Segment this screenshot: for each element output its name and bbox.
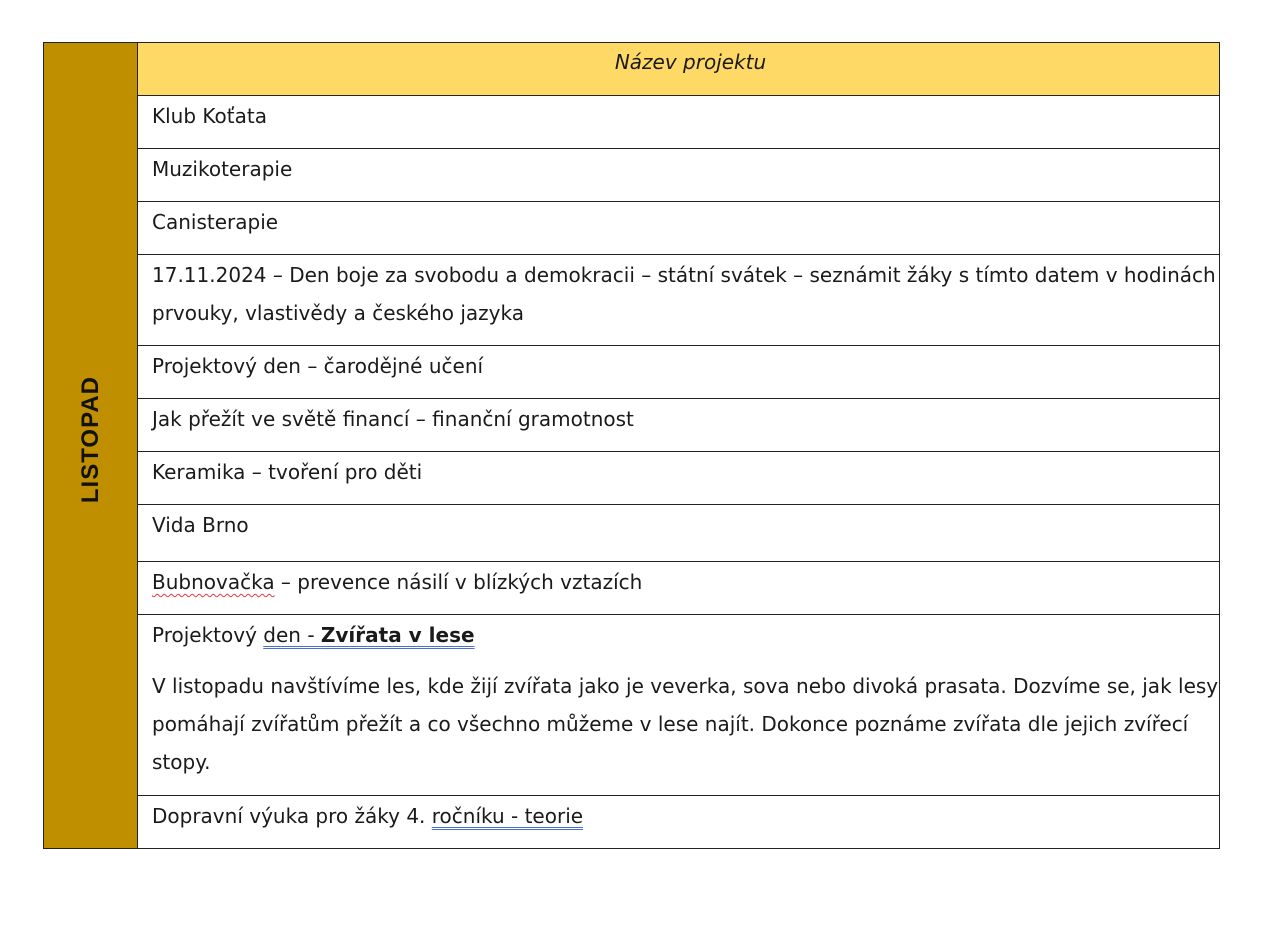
project-name: Muzikoterapie	[152, 157, 293, 181]
project-description: – prevence násilí v blízkých vztazích	[274, 570, 643, 594]
table-row	[138, 505, 1220, 562]
project-name	[152, 615, 1219, 654]
header-label: Název projektu	[614, 50, 767, 74]
project-name: 17.11.2024 – Den boje za svobodu a demokracii – státní svátek – seznámit žáky s tímto datem v hodinách prvouky, vlastivědy a českého jazyka	[152, 263, 1216, 325]
table-row	[138, 255, 1220, 346]
grammar-text: den -	[263, 623, 321, 647]
project-name: Jak přežít ve světě financí – finanční gramotnost	[152, 407, 634, 431]
misspelled-word[interactable]: Bubnovačka	[152, 570, 275, 594]
table-row	[138, 796, 1220, 849]
project-name: Klub Koťata	[152, 104, 267, 128]
project-name	[152, 562, 1219, 601]
project-name: Keramika – tvoření pro děti	[152, 460, 423, 484]
grammar-flag[interactable]: ročníku - teorie	[431, 804, 584, 828]
table-row	[138, 149, 1220, 202]
month-cell	[44, 43, 138, 849]
table-row	[138, 452, 1220, 505]
project-name: Vida Brno	[152, 513, 249, 537]
project-title-bold: Zvířata v lese	[320, 623, 475, 647]
project-name: Projektový den – čarodějné učení	[152, 354, 484, 378]
project-name: Canisterapie	[152, 210, 279, 234]
project-paragraph: V listopadu navštívíme les, kde žijí zvířata jako je veverka, sova nebo divoká prasata. Dozvíme se, jak lesy pomáhají zvířatům přežít a co všechno můžeme v lese najít. Dokonce poznáme zvířata dle jejich zvířecí stopy.	[152, 674, 1219, 774]
table-row	[138, 562, 1220, 615]
project-table	[43, 42, 1220, 849]
table-header	[138, 43, 1220, 96]
month-label: LISTOPAD	[76, 375, 104, 504]
table-row	[138, 96, 1220, 149]
project-prefix: Projektový	[152, 623, 264, 647]
table-row	[138, 346, 1220, 399]
table-row	[138, 615, 1220, 796]
grammar-flag[interactable]	[263, 623, 474, 647]
project-prefix: Dopravní výuka pro žáky 4.	[152, 804, 432, 828]
table-row	[138, 399, 1220, 452]
table-row	[138, 202, 1220, 255]
project-name	[152, 796, 1219, 835]
